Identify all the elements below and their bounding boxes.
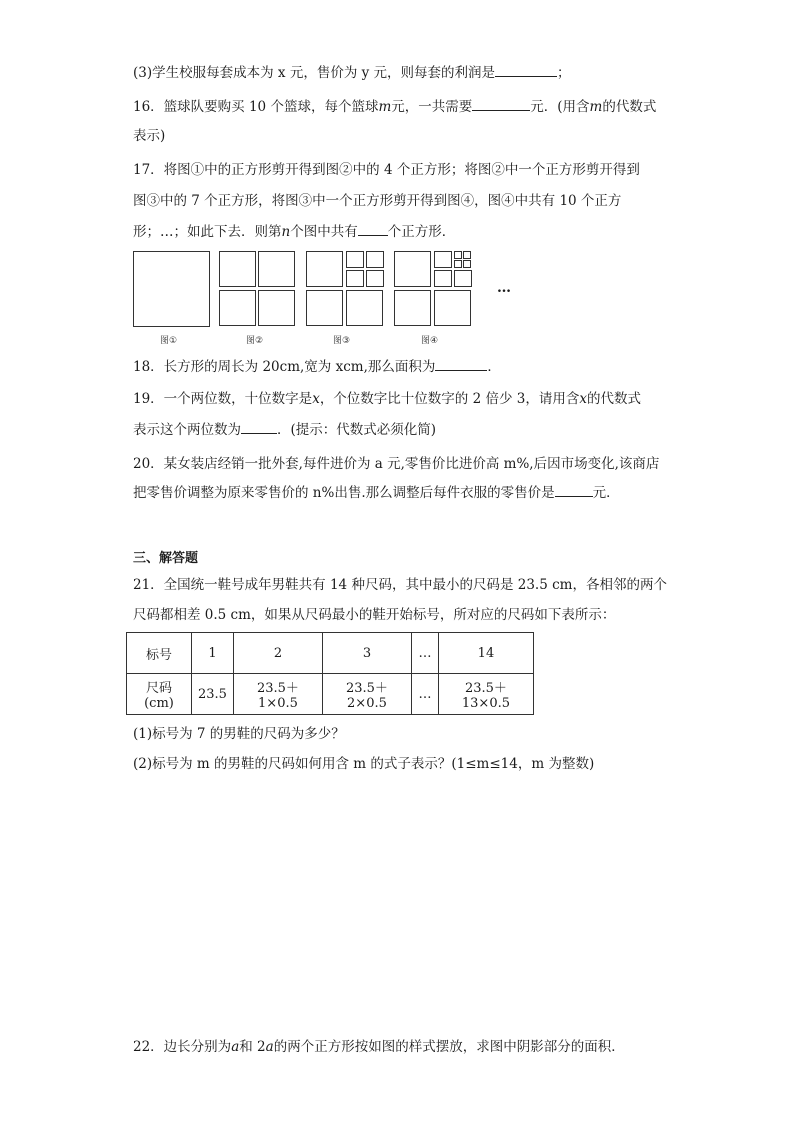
- square: [346, 251, 364, 268]
- table-row: [127, 633, 534, 674]
- answer-blank: [555, 483, 593, 497]
- square: [306, 251, 343, 287]
- table-cell: …: [411, 633, 438, 674]
- answer-blank: [241, 420, 277, 434]
- q21-sub2: (2)标号为 m 的男鞋的尺码如何用含 m 的式子表示？(1≤m≤14，m 为整数): [133, 756, 595, 772]
- q17-line1: 17．将图①中的正方形剪开得到图②中的 4 个正方形；将图②中一个正方形剪开得到: [133, 162, 640, 178]
- caption-figure-2: 图②: [246, 336, 264, 346]
- table-cell: 2: [233, 633, 322, 674]
- table-cell: 23.5: [192, 674, 234, 715]
- q20-line2: 把零售价调整为原来零售价的 n%出售.那么调整后每件衣服的零售价是 元．: [133, 485, 620, 501]
- caption-figure-3: 图③: [333, 336, 351, 346]
- square: [306, 290, 343, 326]
- section-heading: 三、解答题: [133, 551, 199, 566]
- table-cell: 3: [322, 633, 411, 674]
- q21-line2: 尺码都相差 0.5 cm，如果从尺码最小的鞋开始标号，所对应的尺码如下表所示：: [133, 607, 616, 623]
- table-cell: 14: [438, 633, 533, 674]
- q21-sub1: (1)标号为 7 的男鞋的尺码为多少？: [133, 726, 345, 742]
- caption-figure-4: 图④: [421, 336, 439, 346]
- square: [454, 251, 462, 259]
- square: [346, 270, 364, 287]
- square: [434, 251, 452, 268]
- square: [394, 251, 431, 287]
- answer-blank: [435, 357, 487, 371]
- table-cell: 尺码(cm): [127, 674, 192, 715]
- square: [346, 290, 383, 326]
- q22: 22．边长分别为a和 2a的两个正方形按如图的样式摆放，求图中阴影部分的面积．: [133, 1039, 625, 1055]
- caption-figure-1: 图①: [160, 336, 178, 346]
- square: [258, 290, 295, 326]
- table-row: [127, 674, 534, 715]
- shoe-size-table: [126, 632, 534, 715]
- q16-line2: 表示): [133, 128, 166, 144]
- answer-blank: [495, 63, 557, 77]
- square: [219, 251, 256, 287]
- square: [258, 251, 295, 287]
- square: [219, 290, 256, 326]
- table-cell: 1: [192, 633, 234, 674]
- square: [454, 260, 462, 268]
- square: [434, 290, 471, 326]
- q21-line1: 21．全国统一鞋号成年男鞋共有 14 种尺码，其中最小的尺码是 23.5 cm，各相邻的两个: [133, 577, 667, 593]
- table-cell: 23.5＋2×0.5: [322, 674, 411, 715]
- table-cell: 23.5＋1×0.5: [233, 674, 322, 715]
- q17-line2: 图③中的 7 个正方形，将图③中一个正方形剪开得到图④，图④中共有 10 个正方: [133, 193, 622, 209]
- q18: 18．长方形的周长为 20cm,宽为 xcm,那么面积为 ．: [133, 359, 501, 375]
- square: [463, 251, 471, 259]
- square: [454, 270, 472, 287]
- table-cell: 23.5＋13×0.5: [438, 674, 533, 715]
- square: [434, 270, 452, 287]
- answer-blank: [358, 222, 388, 236]
- q16-line1: 16．篮球队要购买 10 个篮球，每个篮球m元，一共需要 元．(用含m的代数式: [133, 99, 657, 115]
- figure-1-square: [133, 251, 210, 327]
- table-cell: …: [411, 674, 438, 715]
- square: [366, 270, 384, 287]
- figure-ellipsis: …: [497, 280, 509, 296]
- square: [366, 251, 384, 268]
- q20-line1: 20．某女装店经销一批外套,每件进价为 a 元,零售价比进价高 m%,后因市场变化,该商店: [133, 456, 660, 472]
- table-cell: 标号: [127, 633, 192, 674]
- q17-line3: 形；…；如此下去．则第n个图中共有 个正方形．: [133, 224, 456, 240]
- answer-blank: [472, 97, 530, 111]
- q19-line1: 19．一个两位数，十位数字是x，个位数字比十位数字的 2 倍少 3，请用含x的代数式: [133, 391, 641, 407]
- q15-part3: (3)学生校服每套成本为 x 元，售价为 y 元，则每套的利润是 ；: [133, 65, 571, 81]
- q19-line2: 表示这个两位数为 ．(提示：代数式必须化简): [133, 422, 437, 438]
- square: [463, 260, 471, 268]
- square: [394, 290, 431, 326]
